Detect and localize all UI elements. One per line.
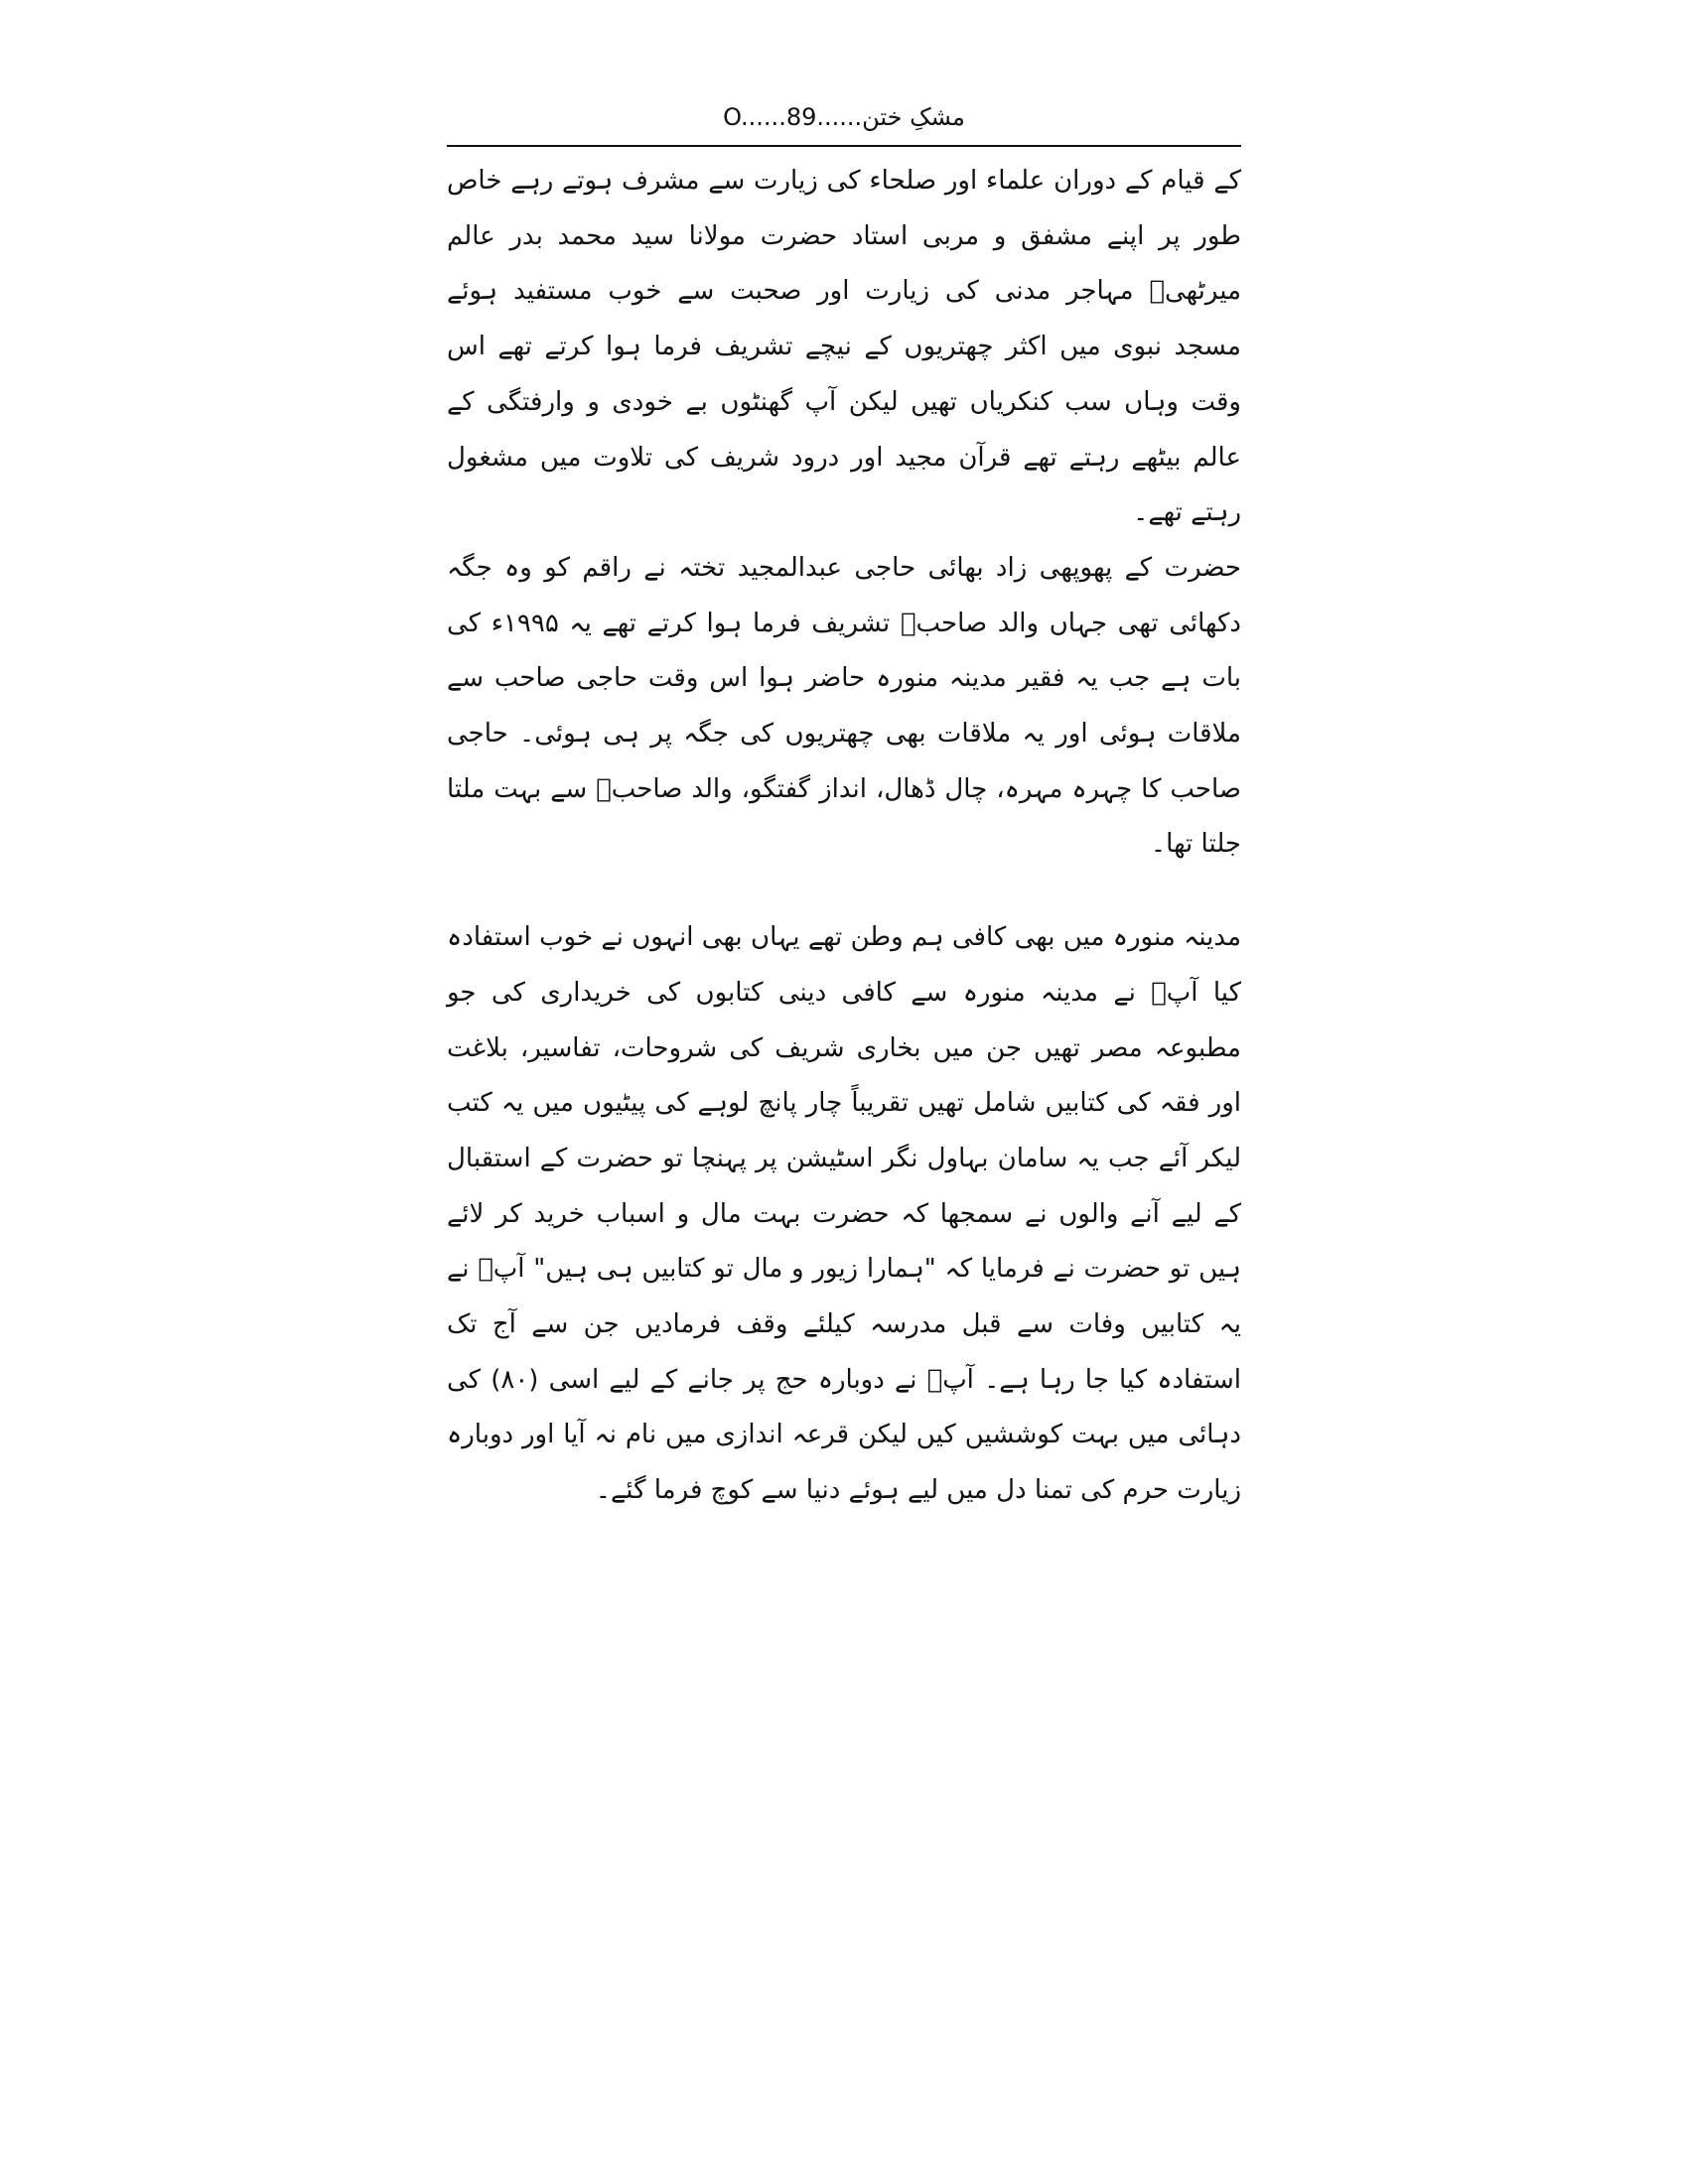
paragraph: مدینہ منورہ میں بھی کافی ہم وطن تھے یہاں بھی انہوں نے خوب استفادہ کیا آپؒ نے مدینہ منورہ سے کافی دینی کتابوں کی خریداری کی جو مطبوعہ مصر تھیں جن میں بخاری شریف کی شروحات، تفاسیر، بلاغت اور فقہ کی کتابیں شامل تھیں تقریباً چار پانچ لوہے کی پیٹیوں میں یہ کتب لیکر آئے جب یہ سامان بہاول نگر اسٹیشن پر پہنچا تو حضرت کے استقبال کے لیے آنے والوں نے سمجھا کہ حضرت بہت مال و اسباب خرید کر لائے ہیں تو حضرت نے فرمایا کہ "ہمارا زیور و مال تو کتابیں ہی ہیں" آپؒ نے یہ کتابیں وفات سے قبل مدرسہ کیلئے وقف فرمادیں جن سے آج تک استفادہ کیا جا رہا ہے۔ آپؒ نے دوبارہ حج پر جانے کے لیے اسی (۸۰) کی دہائی میں بہت کوششیں کیں لیکن قرعہ اندازی میں نام نہ آیا اور دوبارہ زیارت حرم کی تمنا دل میں لیے ہوئے دنیا سے کوچ فرما گئے۔: [447, 922, 1241, 1506]
paragraph: حضرت کے پھوپھی زاد بھائی حاجی عبدالمجید تختہ نے راقم کو وہ جگہ دکھائی تھی جہاں والد صاحبؒ تشریف فرما ہوا کرتے تھے یہ ۱۹۹۵ء کی بات ہے جب یہ فقیر مدینہ منورہ حاضر ہوا اس وقت حاجی صاحب سے ملاقات ہوئی اور یہ ملاقات بھی چھتریوں کی جگہ پر ہی ہوئی۔ حاجی صاحب کا چہرہ مہرہ، چال ڈھال، انداز گفتگو، والد صاحبؒ سے بہت ملتا جلتا تھا۔: [447, 552, 1241, 860]
body-text: [447, 154, 1241, 1519]
paragraph: کے قیام کے دوران علماء اور صلحاء کی زیارت سے مشرف ہوتے رہے خاص طور پر اپنے مشفق و مربی استاد حضرت مولانا سید محمد بدر عالم میرٹھیؒ مہاجر مدنی کی زیارت اور صحبت سے خوب مستفید ہوئے مسجد نبوی میں اکثر چھتریوں کے نیچے تشریف فرما ہوا کرتے تھے اس وقت وہاں سب کنکریاں تھیں لیکن آپ گھنٹوں بے خودی و وارفتگی کے عالم بیٹھے رہتے تھے قرآن مجید اور درود شریف کی تلاوت میں مشغول رہتے تھے۔: [447, 166, 1241, 528]
header-rule: [447, 145, 1241, 147]
running-head: مشکِ ختن......O......89: [723, 103, 965, 131]
